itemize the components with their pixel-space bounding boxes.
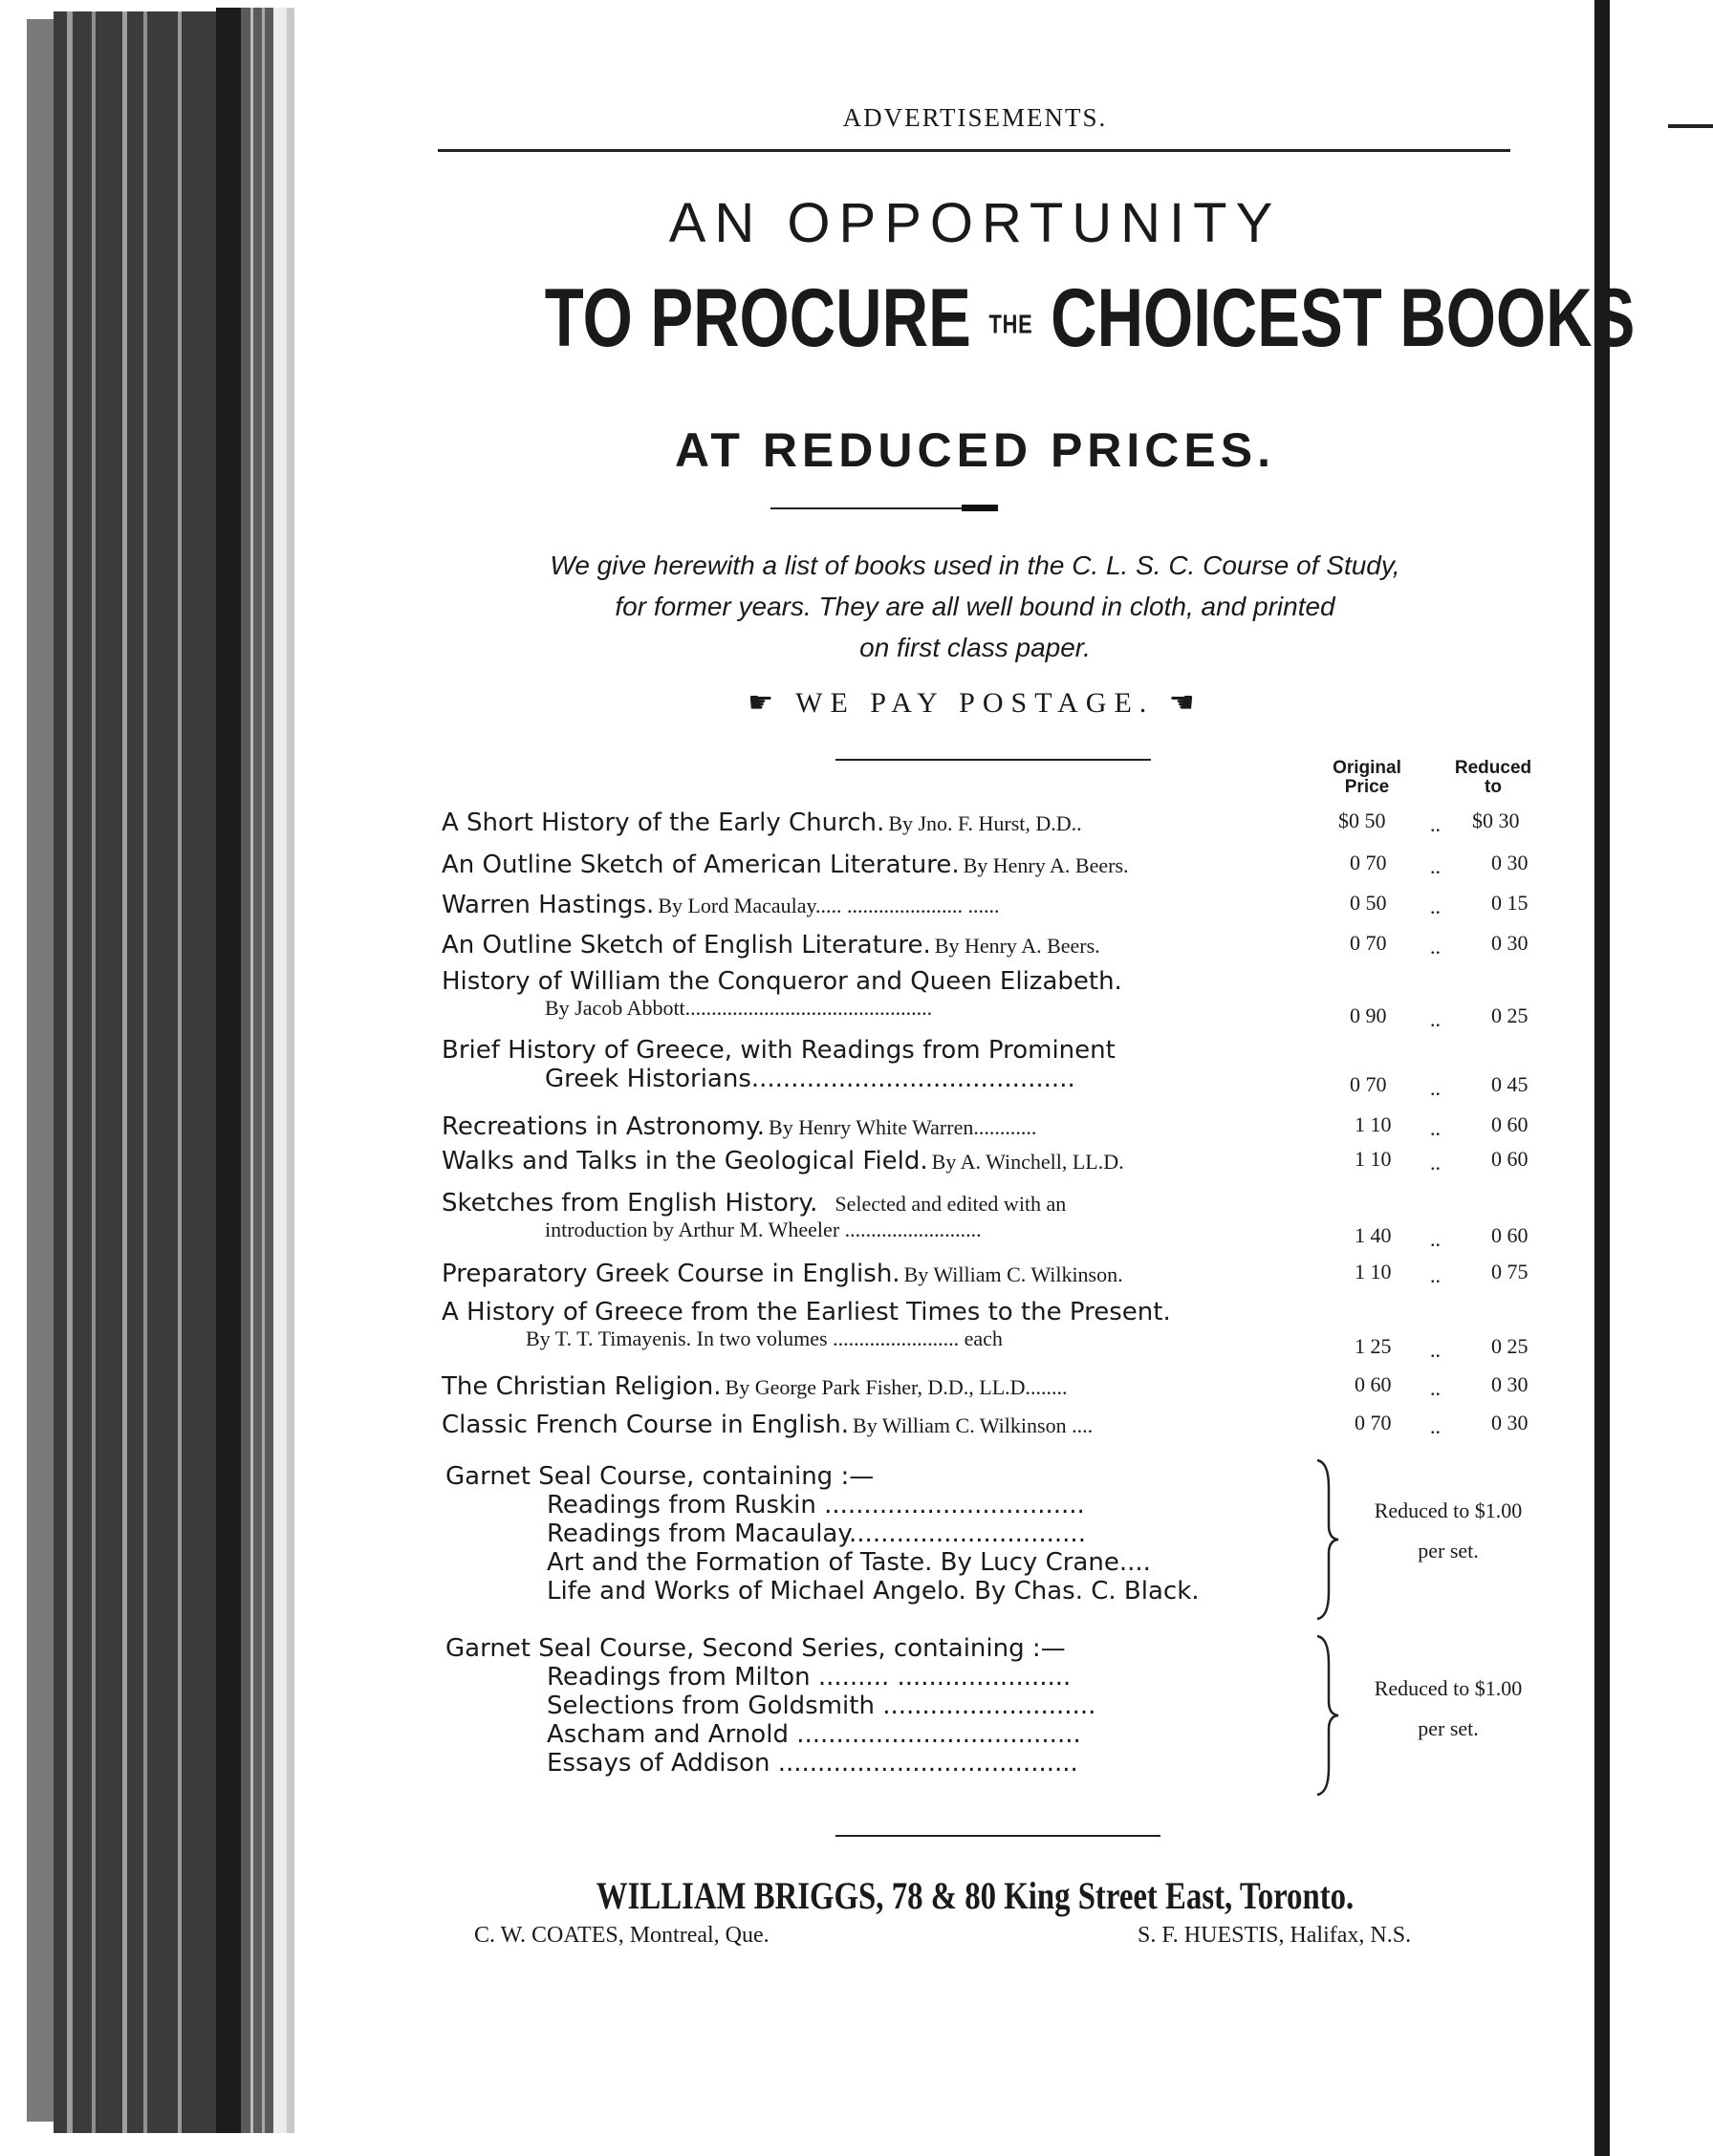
book-title: Preparatory Greek Course in English. — [442, 1260, 900, 1288]
price-leader: .. — [1430, 1227, 1441, 1251]
book-author: Selected and edited with an — [835, 1192, 1067, 1216]
book-title: An Outline Sketch of American Literature. — [442, 851, 960, 879]
price-leader: .. — [1430, 895, 1441, 918]
publisher-line: WILLIAM BRIGGS, 78 & 80 King Street East, Toronto. — [596, 1874, 1355, 1917]
reduced-price: 0 15 — [1491, 891, 1529, 915]
original-price: 0 50 — [1350, 891, 1387, 915]
set-heading: Garnet Seal Course, Second Series, containing :— — [445, 1634, 1066, 1663]
set-item: Readings from Milton ......... ...................... — [547, 1663, 1072, 1692]
set-2-price — [1338, 1669, 1558, 1749]
book-author-cont: introduction by Arthur M. Wheeler .......................... — [545, 1218, 982, 1241]
intro-line-3: on first class paper. — [859, 633, 1091, 662]
agent-right: S. F. HUESTIS, Halifax, N.S. — [1138, 1923, 1412, 1948]
price-leader: .. — [1430, 854, 1441, 878]
reduced-price: 0 60 — [1491, 1147, 1529, 1171]
book-author: By William C. Wilkinson. — [903, 1262, 1123, 1286]
reduced-price: 0 30 — [1491, 1372, 1529, 1396]
book-row — [442, 891, 1552, 929]
original-price: 0 70 — [1350, 1072, 1387, 1096]
price-leader: .. — [1430, 1151, 1441, 1175]
book-author: By Lord Macaulay..... ...................... ...... — [658, 894, 1000, 917]
price-leader: .. — [1430, 812, 1441, 836]
set-heading: Garnet Seal Course, containing :— — [445, 1462, 875, 1491]
intro-line-2: for former years. They are all well bound in cloth, and printed — [615, 592, 1335, 621]
book-row — [442, 967, 1552, 1034]
set-item: Essays of Addison ...................................... — [547, 1749, 1078, 1778]
book-row — [442, 851, 1552, 889]
reduced-price: 0 25 — [1491, 1003, 1529, 1027]
price-leader: .. — [1430, 1414, 1441, 1438]
book-title-line — [442, 1189, 1552, 1218]
book-row — [442, 808, 1552, 847]
col-reduced-line-1: Reduced — [1454, 758, 1532, 778]
price-leader: .. — [1430, 1376, 1441, 1400]
book-title: History of William the Conqueror and Queen Elizabeth. — [442, 967, 1122, 996]
headline-opportunity: AN OPPORTUNITY — [668, 192, 1282, 254]
original-price: 0 70 — [1350, 851, 1387, 874]
book-author: By T. T. Timayenis. In two volumes ........................ each — [526, 1326, 1003, 1350]
headline-reduced-prices: AT REDUCED PRICES. — [674, 423, 1275, 477]
book-author: By A. Winchell, LL.D. — [931, 1150, 1124, 1174]
reduced-price: 0 75 — [1491, 1260, 1529, 1283]
price-leader: .. — [1430, 1338, 1441, 1362]
set-item: Readings from Ruskin ................................. — [547, 1491, 1085, 1520]
headline-choicest-books — [544, 272, 1636, 364]
reduced-price: 0 45 — [1491, 1072, 1529, 1096]
original-price: 1 25 — [1355, 1334, 1392, 1358]
col-original-line-1: Original — [1333, 758, 1401, 778]
book-title: Sketches from English History. — [442, 1189, 818, 1218]
col-original-line-2: Price — [1344, 777, 1390, 797]
book-author: By Henry A. Beers. — [934, 934, 1100, 958]
price-leader: .. — [1430, 1116, 1441, 1140]
reduced-price: 0 30 — [1491, 851, 1529, 874]
price-leader: .. — [1430, 935, 1441, 959]
book-title: Recreations in Astronomy. — [442, 1112, 766, 1141]
book-row — [442, 1189, 1552, 1256]
reduced-price: 0 60 — [1491, 1112, 1529, 1136]
agent-left: C. W. COATES, Montreal, Que. — [474, 1923, 770, 1948]
book-title: Walks and Talks in the Geological Field. — [442, 1147, 928, 1175]
headline-left: TO PROCURE — [544, 272, 971, 364]
book-row — [442, 1298, 1552, 1365]
book-author: Greek Historians......................................... — [545, 1065, 1075, 1093]
book-title: A History of Greece from the Earliest Times to the Present. — [442, 1298, 1171, 1326]
reduced-price: 0 25 — [1491, 1334, 1529, 1358]
book-row — [442, 1411, 1552, 1449]
original-price: 0 60 — [1355, 1372, 1392, 1396]
col-header-original — [1319, 759, 1415, 797]
reduced-price: 0 30 — [1491, 931, 1529, 955]
book-title: Classic French Course in English. — [442, 1411, 850, 1439]
book-author: By Jacob Abbott............................................... — [545, 996, 933, 1020]
page-header: ADVERTISEMENTS. — [842, 103, 1108, 132]
set-price-line-1: Reduced to $1.00 — [1374, 1676, 1523, 1700]
footer-rule — [835, 1835, 1160, 1837]
set-item-text: Art and the Formation of Taste. By Lucy Crane.... — [547, 1548, 1151, 1577]
book-title: Brief History of Greece, with Readings from Prominent — [442, 1036, 1116, 1065]
book-row — [442, 1260, 1552, 1298]
original-price: 0 90 — [1350, 1003, 1387, 1027]
postage-notice — [440, 686, 1510, 720]
col-reduced-line-2: to — [1485, 777, 1502, 797]
postage-text: WE PAY POSTAGE. — [795, 687, 1155, 719]
book-author: By Henry White Warren............ — [769, 1115, 1037, 1139]
pointing-hand-right-icon: ☚ — [1154, 687, 1203, 719]
reduced-price: $0 30 — [1472, 808, 1520, 832]
col-header-reduced — [1445, 759, 1541, 797]
original-price: 0 70 — [1350, 931, 1387, 955]
original-price: $0 50 — [1338, 808, 1386, 832]
set-price-line-2: per set. — [1418, 1716, 1479, 1740]
price-leader: .. — [1430, 1076, 1441, 1100]
book-title: An Outline Sketch of English Literature. — [442, 931, 931, 959]
headline-the: THE — [988, 309, 1033, 339]
set-item: Ascham and Arnold .................................... — [547, 1720, 1081, 1749]
price-leader: .. — [1430, 1263, 1441, 1287]
book-author: By William C. Wilkinson .... — [853, 1413, 1094, 1437]
book-author: By Henry A. Beers. — [963, 853, 1129, 877]
book-author: By Jno. F. Hurst, D.D.. — [888, 811, 1082, 835]
headline-right: CHOICEST BOOKS — [1051, 272, 1636, 364]
original-price: 1 10 — [1355, 1260, 1392, 1283]
intro-paragraph — [421, 545, 1529, 668]
pointing-hand-left-icon: ☛ — [748, 687, 796, 719]
original-price: 1 10 — [1355, 1112, 1392, 1136]
set-1-price — [1338, 1491, 1558, 1571]
set-item: Readings from Macaulay.............................. — [547, 1520, 1086, 1548]
book-row — [442, 1372, 1552, 1411]
book-row — [442, 931, 1552, 969]
set-price-line-2: per set. — [1418, 1539, 1479, 1563]
book-row — [442, 1112, 1552, 1151]
price-leader: .. — [1430, 1007, 1441, 1031]
set-item: Selections from Goldsmith ........................... — [547, 1692, 1096, 1720]
book-title: A Short History of the Early Church. — [442, 808, 885, 837]
original-price: 0 70 — [1355, 1411, 1392, 1434]
intro-line-1: We give herewith a list of books used in the C. L. S. C. Course of Study, — [550, 550, 1400, 580]
original-price: 1 40 — [1355, 1223, 1392, 1247]
section-rule — [835, 759, 1151, 761]
book-author: By George Park Fisher, D.D., LL.D........ — [725, 1375, 1068, 1399]
book-row — [442, 1036, 1552, 1103]
set-price-line-1: Reduced to $1.00 — [1374, 1498, 1523, 1522]
header-rule — [438, 149, 1510, 152]
reduced-price: 0 30 — [1491, 1411, 1529, 1434]
book-row — [442, 1147, 1552, 1185]
ornament-dash — [962, 505, 998, 511]
book-title: Warren Hastings. — [442, 891, 655, 919]
original-price: 1 10 — [1355, 1147, 1392, 1171]
set-item: Life and Works of Michael Angelo. By Chas. C. Black. — [547, 1577, 1200, 1606]
book-title: The Christian Religion. — [442, 1372, 722, 1401]
reduced-price: 0 60 — [1491, 1223, 1529, 1247]
